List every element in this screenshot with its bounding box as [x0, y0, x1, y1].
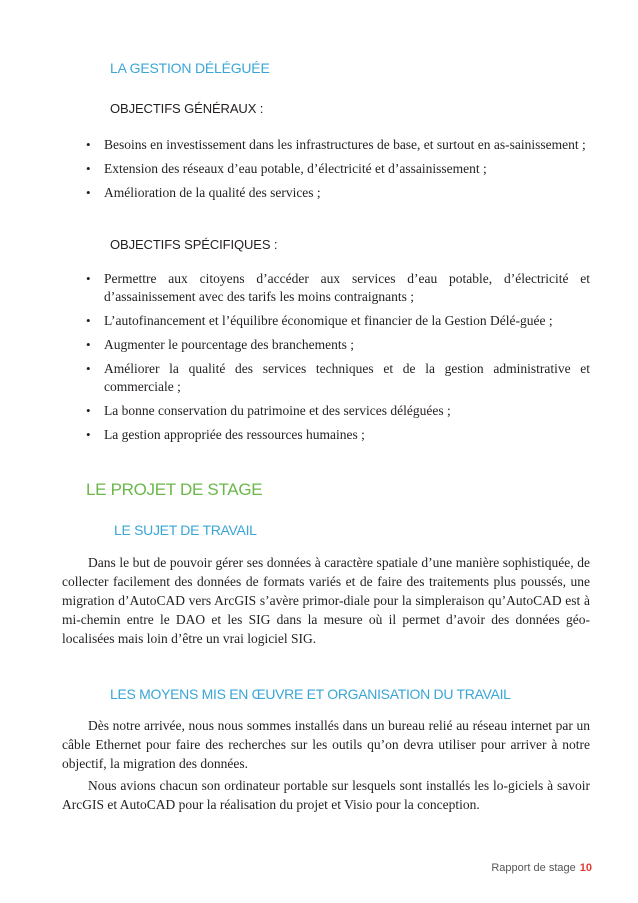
sujet-paragraph: Dans le but de pouvoir gérer ses données à caractère spatiale d’une manière sophistiquée, de collecter facilement des données de formats variés et de faire des traitements plus poussés, une migration d’AutoCAD vers ArcGIS s’avère primor-diale pour la simpleraison qu’AutoCAD est à mi-chemin entre le DAO et les SIG dans la mesure où il permet d’avoir des données géo-localisées mais loin d’être un vrai logiciel SIG. — [62, 555, 590, 646]
page-footer — [491, 862, 592, 874]
bullet-icon: • — [86, 161, 91, 176]
bullet-icon: • — [86, 185, 91, 200]
list-item: • Amélioration de la qualité des services ; — [86, 185, 321, 200]
list-item: • Extension des réseaux d’eau potable, d’électricité et d’assainissement ; — [86, 161, 487, 176]
section-title: LA GESTION DÉLÉGUÉE — [110, 60, 270, 76]
moyens-paragraph-2: Nous avions chacun son ordinateur portable sur lesquels sont installés les lo-giciels à savoir ArcGIS et AutoCAD pour la réalisation du projet et Visio pour la conception. — [62, 778, 590, 812]
list-item: • La bonne conservation du patrimoine et des services déléguées ; — [86, 403, 451, 418]
list-item: • La gestion appropriée des ressources humaines ; — [86, 427, 365, 442]
moyens-title: LES MOYENS MIS EN ŒUVRE ET ORGANISATION DU TRAVAIL — [110, 686, 511, 702]
projet-title: LE PROJET DE STAGE — [86, 480, 263, 499]
objectifs-specifiques-title: OBJECTIFS SPÉCIFIQUES : — [110, 237, 278, 252]
page-number: 10 — [579, 862, 592, 874]
list-item: • Besoins en investissement dans les infrastructures de base, et surtout en as-sainissement ; — [86, 137, 586, 152]
bullet-icon: • — [86, 427, 91, 442]
footer-label: Rapport de stage — [491, 862, 576, 874]
bullet-icon: • — [86, 137, 91, 152]
objectifs-generaux-title: OBJECTIFS GÉNÉRAUX : — [110, 101, 264, 116]
bullet-icon: • — [86, 271, 91, 286]
objectifs-specifiques-list — [86, 270, 590, 450]
list-item: • L’autofinancement et l’équilibre économique et financier de la Gestion Délé-guée ; — [86, 313, 553, 328]
bullet-icon: • — [86, 313, 91, 328]
bullet-icon: • — [86, 361, 91, 376]
objectifs-generaux-list — [86, 136, 590, 208]
bullet-icon: • — [86, 403, 91, 418]
sujet-title: LE SUJET DE TRAVAIL — [114, 522, 257, 538]
list-item: • Améliorer la qualité des services techniques et de la gestion administrative et commerciale ; — [86, 361, 590, 394]
moyens-paragraph-1: Dès notre arrivée, nous nous sommes installés dans un bureau relié au réseau internet par un câble Ethernet pour faire des recherches sur les outils qu’on devra utiliser pour arriver à notre objectif, la migration des données. — [62, 718, 590, 771]
bullet-icon: • — [86, 337, 91, 352]
list-item: • Permettre aux citoyens d’accéder aux services d’eau potable, d’électricité et d’assainissement avec des tarifs les moins contraignants ; — [86, 271, 590, 304]
list-item: • Augmenter le pourcentage des branchements ; — [86, 337, 355, 352]
